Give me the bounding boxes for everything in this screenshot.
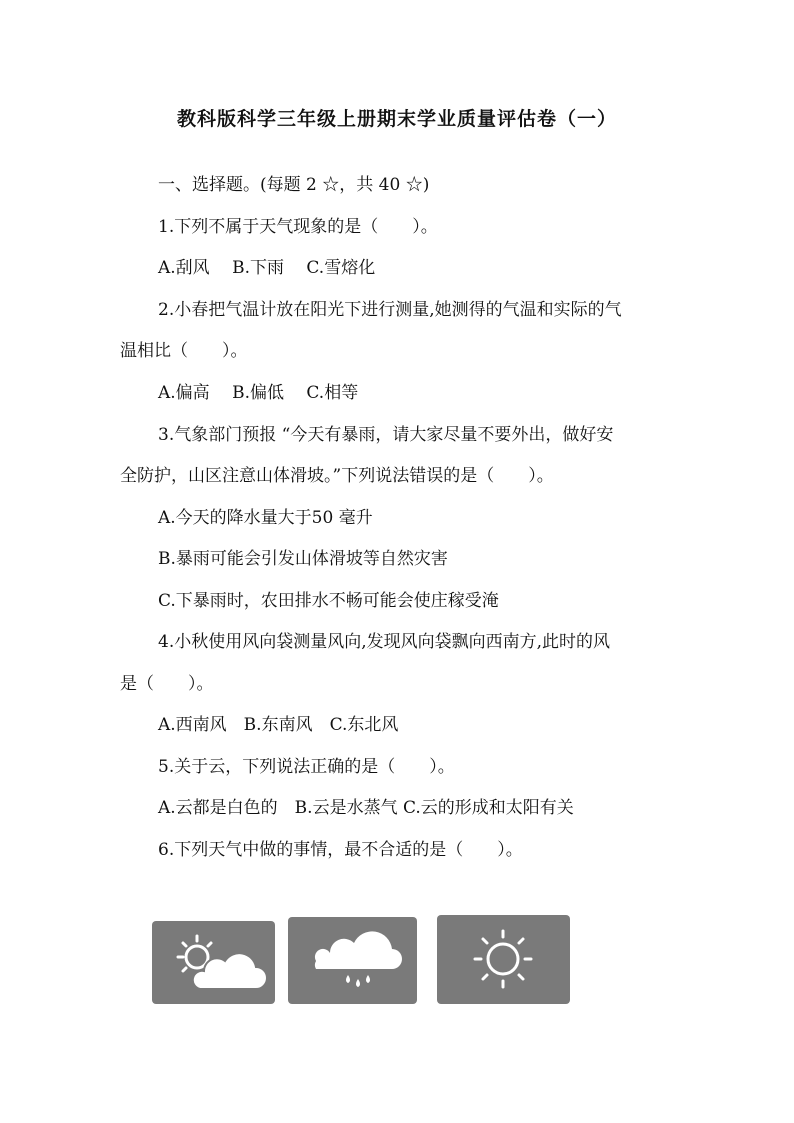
question-3-option-b: B.暴雨可能会引发山体滑坡等自然灾害 [158, 549, 448, 569]
question-3-stem-line-2: 全防护，山区注意山体滑坡。”下列说法错误的是（ ）。 [120, 466, 554, 486]
weather-icon-row [150, 915, 580, 1010]
question-1-stem: 1.下列不属于天气现象的是（ ）。 [158, 217, 438, 237]
sunny-icon [437, 915, 570, 1004]
question-4-stem-line-2: 是（ ）。 [120, 674, 214, 694]
question-3-option-c: C.下暴雨时，农田排水不畅可能会使庄稼受淹 [158, 591, 499, 611]
question-5-stem: 5.关于云，下列说法正确的是（ ）。 [158, 757, 455, 777]
question-6-stem: 6.下列天气中做的事情，最不合适的是（ ）。 [158, 840, 523, 860]
partly-cloudy-icon [152, 921, 275, 1004]
question-1-options: A.刮风 B.下雨 C.雪熔化 [158, 258, 376, 278]
question-4-options: A.西南风 B.东南风 C.东北风 [158, 715, 399, 735]
rain-icon [288, 917, 417, 1004]
question-2-stem-line-2: 温相比（ ）。 [120, 341, 248, 361]
question-4-stem-line-1: 4.小秋使用风向袋测量风向,发现风向袋飘向西南方,此时的风 [158, 632, 611, 652]
page-title: 教科版科学三年级上册期末学业质量评估卷（一） [176, 108, 617, 130]
question-5-options: A.云都是白色的 B.云是水蒸气 C.云的形成和太阳有关 [158, 798, 574, 818]
question-2-options: A.偏高 B.偏低 C.相等 [158, 383, 359, 403]
section-heading: 一、选择题。(每题 2 ☆，共 40 ☆) [158, 175, 430, 195]
question-3-option-a: A.今天的降水量大于50 毫升 [158, 508, 373, 528]
question-2-stem-line-1: 2.小春把气温计放在阳光下进行测量,她测得的气温和实际的气 [158, 300, 622, 320]
question-3-stem-line-1: 3.气象部门预报 “今天有暴雨，请大家尽量不要外出，做好安 [158, 425, 614, 445]
